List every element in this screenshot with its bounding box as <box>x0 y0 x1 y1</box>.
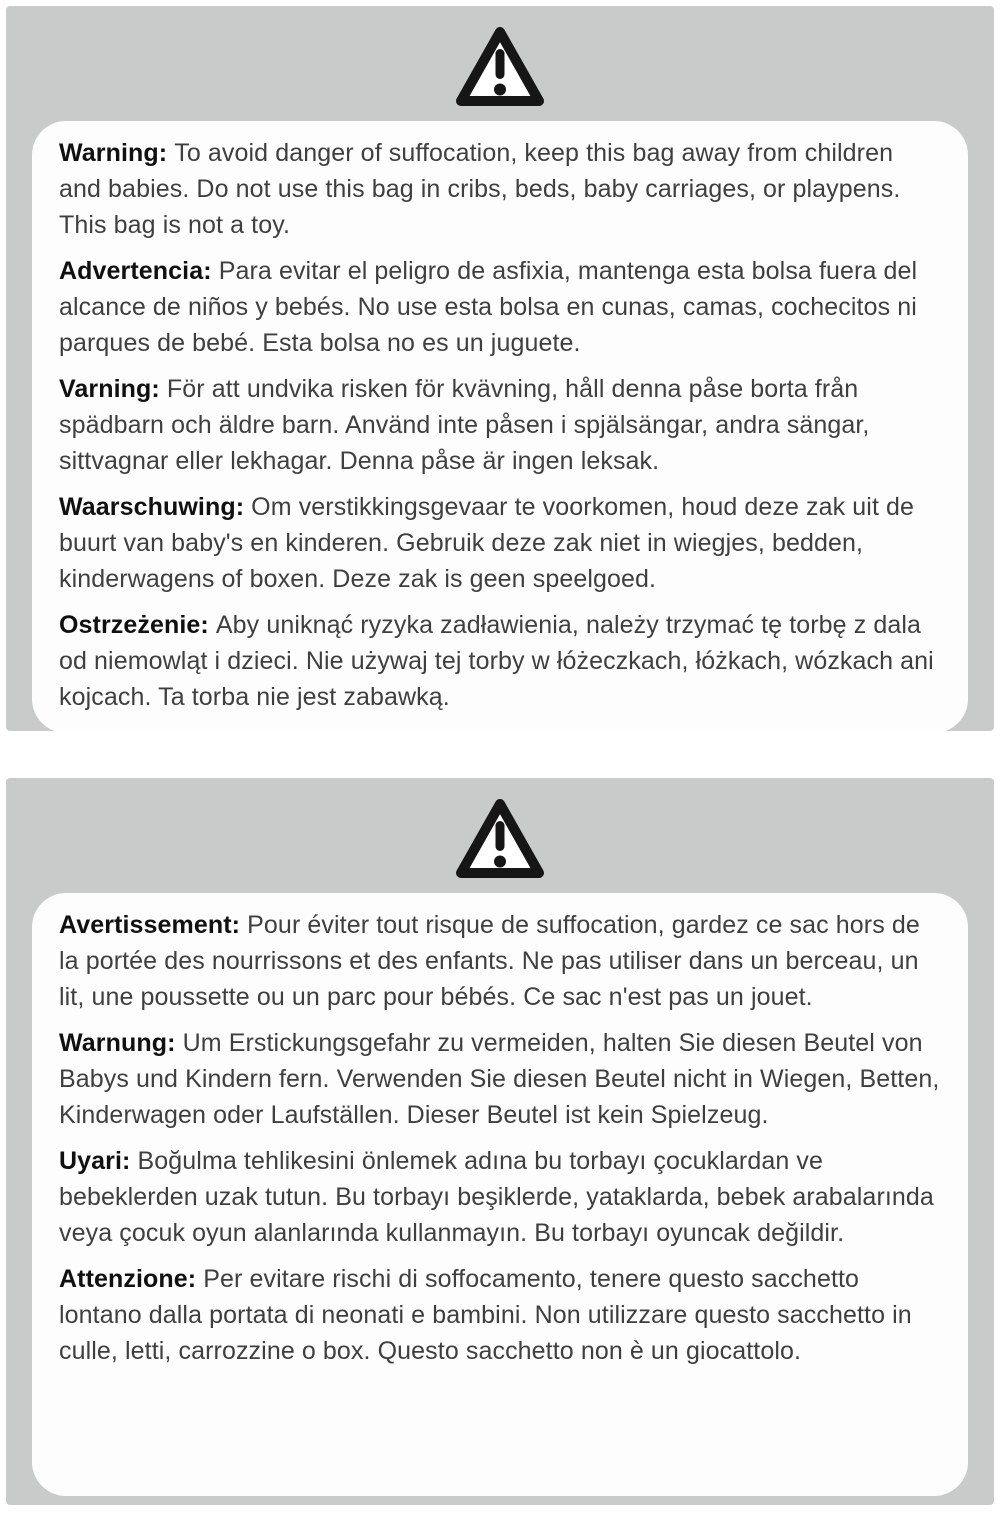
warning-text-polish: Aby uniknąć ryzyka zadławienia, należy trzymać tę torbę z dala od niemowląt i dzieci. Nie używaj tej torby w łóżeczkach, łóżkach, wózkach ani kojcach. Ta torba nie jest zabawką. <box>59 611 934 711</box>
warning-label-polish: Ostrzeżenie: <box>59 611 209 639</box>
warning-paragraph-polish <box>59 607 941 715</box>
warning-label-swedish: Varning: <box>59 375 160 403</box>
warning-paragraph-dutch <box>59 489 941 597</box>
warning-paragraph-english <box>59 135 941 243</box>
warning-text-italian: Per evitare rischi di soffocamento, tenere questo sacchetto lontano dalla portata di neonati e bambini. Non utilizzare questo sacchetto in culle, letti, carrozzine o box. Questo sacchetto non è un giocattolo. <box>59 1265 912 1365</box>
warning-text-card-bottom <box>32 893 968 1496</box>
warning-label-german: Warnung: <box>59 1029 176 1057</box>
warning-text-dutch: Om verstikkingsgevaar te voorkomen, houd deze zak uit de buurt van baby's en kinderen. Gebruik deze zak niet in wiegjes, bedden, kinderwagens of boxen. Deze zak is geen speelgoed. <box>59 493 915 593</box>
warning-text-spanish: Para evitar el peligro de asfixia, mantenga esta bolsa fuera del alcance de niños y bebés. No use esta bolsa en cunas, camas, cochecitos ni parques de bebé. Esta bolsa no es un juguete. <box>59 257 918 357</box>
warning-text-german: Um Erstickungsgefahr zu vermeiden, halten Sie diesen Beutel von Babys und Kindern fern. Verwenden Sie diesen Beutel nicht in Wiegen, Betten, Kinderwagen oder Laufställen. Dieser Beutel ist kein Spielzeug. <box>59 1029 940 1129</box>
warning-paragraph-french <box>59 907 941 1015</box>
warning-label-french: Avertissement: <box>59 911 241 939</box>
warning-text-english: To avoid danger of suffocation, keep this bag away from children and babies. Do not use this bag in cribs, beds, baby carriages, or playpens. This bag is not a toy. <box>59 139 901 239</box>
warning-triangle-icon <box>6 6 994 114</box>
warning-triangle-icon <box>6 778 994 886</box>
warning-text-french: Pour éviter tout risque de suffocation, gardez ce sac hors de la portée des nourrissons et des enfants. Ne pas utiliser dans un berceau, un lit, une poussette ou un parc pour bébés. Ce sac n'est pas un jouet. <box>59 911 920 1011</box>
warning-paragraph-turkish <box>59 1143 941 1251</box>
warning-paragraph-german <box>59 1025 941 1133</box>
warning-label-english: Warning: <box>59 139 168 167</box>
warning-paragraph-spanish <box>59 253 941 361</box>
warning-label-italian: Attenzione: <box>59 1265 197 1293</box>
warning-text-card-top <box>32 121 968 731</box>
warning-text-turkish: Boğulma tehlikesini önlemek adına bu torbayı çocuklardan ve bebeklerden uzak tutun. Bu torbayı beşiklerde, yataklarda, bebek arabalarında veya çocuk oyun alanlarında kullanmayın. Bu torbayı oyuncak değildir. <box>59 1147 934 1247</box>
warning-panel-bottom <box>6 778 994 1505</box>
warning-paragraph-swedish <box>59 371 941 479</box>
warning-paragraph-italian <box>59 1261 941 1369</box>
warning-label-spanish: Advertencia: <box>59 257 212 285</box>
warning-label-dutch: Waarschuwing: <box>59 493 245 521</box>
warning-panel-top <box>6 6 994 731</box>
warning-text-swedish: För att undvika risken för kvävning, håll denna påse borta från spädbarn och äldre barn. Använd inte påsen i spjälsängar, andra sängar, sittvagnar eller lekhagar. Denna påse är ingen leksak. <box>59 375 870 475</box>
warning-label-turkish: Uyari: <box>59 1147 131 1175</box>
